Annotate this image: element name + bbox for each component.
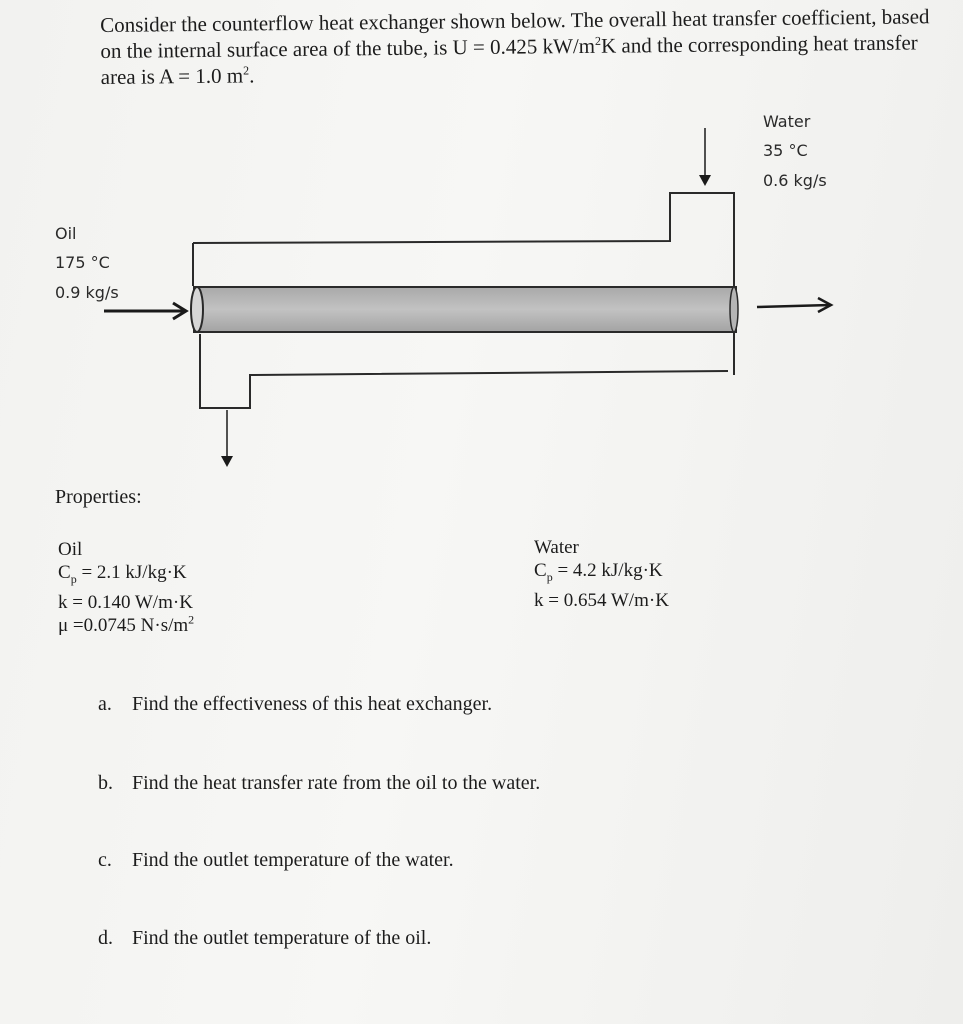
oil-properties-title: Oil [58,539,83,560]
question-a-text: Find the effectiveness of this heat exchanger. [132,693,493,715]
intro-text-2: K and the corresponding heat transfer area is A = 1.0 m [100,30,918,89]
question-d-text: Find the outlet temperature of the oil. [132,927,432,949]
oil-cp-symbol: C [58,562,71,583]
water-inlet-temperature: 35 °C [763,141,808,160]
oil-inlet-label: Oil [55,224,77,243]
intro-superscript-2: 2 [243,63,250,78]
water-inlet-label: Water [763,112,811,131]
intro-text-3: . [249,63,255,88]
water-properties-title: Water [534,537,579,558]
water-inlet-arrow [699,128,711,186]
heat-exchanger-diagram [0,0,963,480]
water-inlet-mass-flow: 0.6 kg/s [763,171,827,190]
oil-cp-subscript: p [70,571,77,586]
inner-tube [194,287,736,332]
tube-left-end [191,287,203,332]
question-c-text: Find the outlet temperature of the water. [132,849,454,871]
question-a-letter: a. [98,693,112,715]
shell-top-wall [193,193,734,287]
oil-cp-value: = 2.1 kJ/kg·K [76,562,187,583]
oil-viscosity [58,614,194,637]
oil-viscosity-value: μ =0.0745 N·s/m [58,614,189,636]
question-d-letter: d. [98,927,113,949]
question-b-text: Find the heat transfer rate from the oil to the water. [132,772,541,794]
oil-viscosity-superscript: 2 [188,612,195,627]
oil-inlet-temperature: 175 °C [55,253,110,272]
question-b [98,772,540,795]
oil-inlet-arrow [104,303,186,319]
oil-outlet-arrow [757,298,831,312]
question-c-letter: c. [98,849,112,871]
water-conductivity: k = 0.654 W/m·K [534,589,669,611]
tube-right-end [730,287,738,332]
question-c [98,849,454,872]
question-b-letter: b. [98,772,113,794]
properties-heading: Properties: [55,486,142,508]
question-d [98,927,431,950]
oil-properties [58,538,194,637]
water-outlet-arrow [221,410,233,467]
intro-text-1: Consider the counterflow heat exchanger shown below. The overall heat transfer coefficient, based on the internal surface area of the tube, is U = 0.425 kW/m [100,4,930,63]
question-a [98,693,492,716]
oil-inlet-mass-flow: 0.9 kg/s [55,283,119,302]
water-cp-value: = 4.2 kJ/kg·K [552,560,663,581]
shell-left-lower-wall [200,334,728,408]
water-properties [534,536,669,612]
oil-conductivity: k = 0.140 W/m·K [58,591,193,613]
oil-cp [58,561,194,591]
intro-superscript-1: 2 [594,33,602,48]
water-cp [534,559,669,589]
water-cp-subscript: p [546,569,553,584]
water-cp-symbol: C [534,560,547,581]
